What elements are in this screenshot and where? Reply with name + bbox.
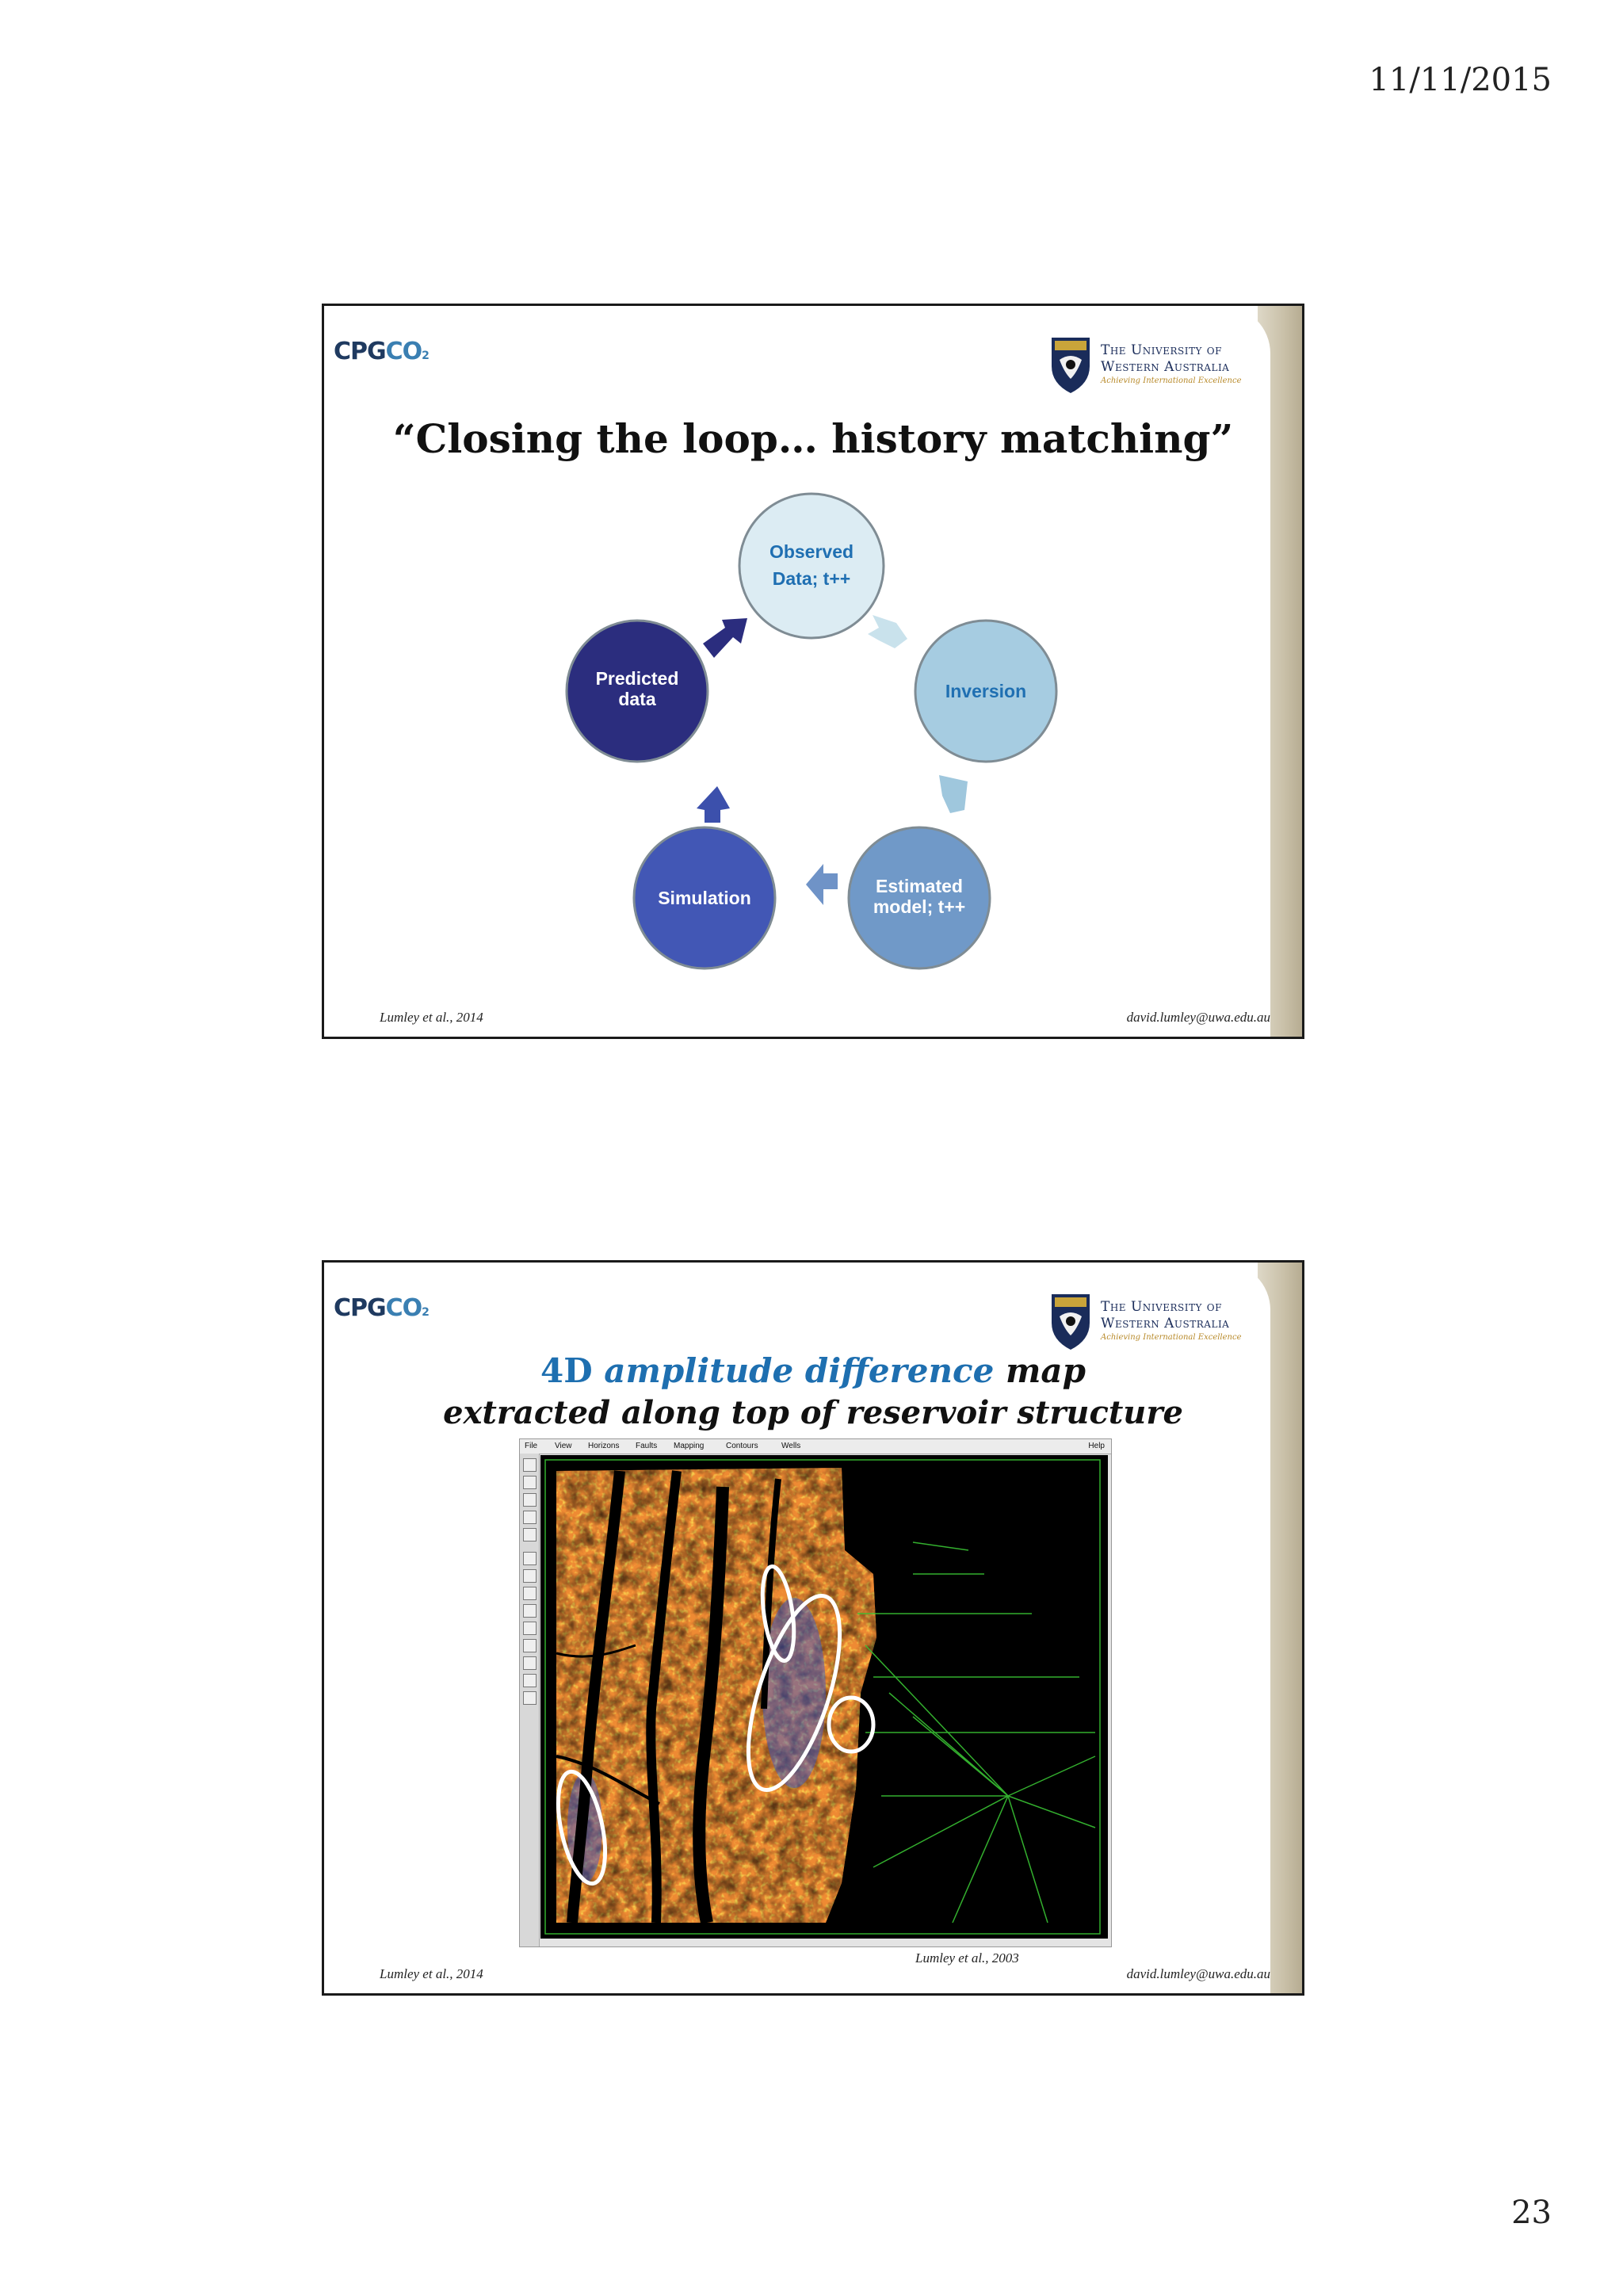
co2-subscript: 2 bbox=[422, 350, 430, 362]
node-estimated-label-1: Estimated bbox=[876, 876, 963, 896]
menu-horizons[interactable]: Horizons bbox=[588, 1442, 620, 1450]
menu-view[interactable]: View bbox=[555, 1442, 572, 1450]
page-date: 11/11/2015 bbox=[1369, 62, 1552, 98]
uwa-name-line2: Western Australia bbox=[1101, 359, 1230, 375]
slide2-email: david.lumley@uwa.edu.au bbox=[1126, 1966, 1270, 1981]
arrow-predicted-to-observed bbox=[703, 618, 747, 658]
cpg-logo-text: CPG bbox=[334, 1294, 386, 1322]
tool-pencil-icon[interactable] bbox=[523, 1674, 537, 1687]
title-highlight: amplitude difference bbox=[604, 1351, 995, 1390]
node-observed-label-1: Observed bbox=[769, 541, 854, 562]
tool-wells-icon[interactable] bbox=[523, 1604, 537, 1618]
arrow-inversion-to-estimated bbox=[939, 775, 968, 813]
cpg-logo-text: CPG bbox=[334, 338, 386, 365]
app-toolbar bbox=[520, 1454, 540, 1946]
co2-subscript: 2 bbox=[422, 1306, 430, 1319]
uwa-crest-icon bbox=[1048, 1291, 1093, 1351]
image-credit: Lumley et al., 2003 bbox=[915, 1950, 1019, 1966]
slide-title: “Closing the loop… history matching” bbox=[392, 415, 1234, 462]
menu-contours[interactable]: Contours bbox=[726, 1442, 758, 1450]
arrow-estimated-to-simulation bbox=[806, 864, 838, 905]
node-observed-label-2: Data; t++ bbox=[772, 568, 851, 589]
menu-wells[interactable]: Wells bbox=[781, 1442, 801, 1450]
node-predicted-label-1: Predicted bbox=[595, 668, 679, 689]
tool-cancel-icon[interactable] bbox=[523, 1528, 537, 1541]
tool-print-icon[interactable] bbox=[523, 1691, 537, 1705]
seismic-map-image bbox=[540, 1455, 1108, 1939]
history-matching-cycle-diagram bbox=[324, 306, 1304, 1039]
node-simulation-label: Simulation bbox=[658, 888, 751, 908]
arrow-simulation-to-predicted bbox=[697, 786, 730, 823]
uwa-motto: Achieving International Excellence bbox=[1101, 376, 1242, 385]
tool-fault-icon[interactable] bbox=[523, 1639, 537, 1652]
tool-measure-icon[interactable] bbox=[523, 1656, 537, 1670]
menu-help[interactable]: Help bbox=[1088, 1442, 1105, 1450]
seismic-app-window bbox=[519, 1438, 1112, 1947]
tool-select-icon[interactable] bbox=[523, 1511, 537, 1524]
slide-history-matching bbox=[322, 304, 1304, 1039]
node-observed-circle bbox=[739, 494, 884, 638]
tool-contour-icon[interactable] bbox=[523, 1622, 537, 1635]
tool-color-icon[interactable] bbox=[523, 1552, 537, 1565]
slide-4d-amplitude-map bbox=[322, 1260, 1304, 1996]
slide1-citation: Lumley et al., 2014 bbox=[380, 1010, 483, 1025]
uwa-motto: Achieving International Excellence bbox=[1101, 1333, 1242, 1342]
slide2-title-line1 bbox=[324, 1351, 1302, 1390]
title-map: map bbox=[994, 1351, 1086, 1390]
tool-layers-icon[interactable] bbox=[523, 1587, 537, 1600]
slide2-title-line2: extracted along top of reservoir structure bbox=[443, 1394, 1183, 1431]
menu-file[interactable]: File bbox=[525, 1442, 538, 1450]
node-predicted-label-2: data bbox=[618, 689, 656, 709]
app-menubar bbox=[520, 1439, 1111, 1454]
node-inversion-label: Inversion bbox=[945, 681, 1027, 701]
arrow-observed-to-inversion bbox=[868, 615, 907, 648]
tool-zoom-icon[interactable] bbox=[523, 1458, 537, 1472]
amplitude-difference-map bbox=[540, 1455, 1108, 1939]
menu-faults[interactable]: Faults bbox=[636, 1442, 658, 1450]
slide2-citation: Lumley et al., 2014 bbox=[380, 1966, 483, 1981]
node-estimated-label-2: model; t++ bbox=[873, 896, 966, 917]
menu-mapping[interactable]: Mapping bbox=[674, 1442, 705, 1450]
tool-pan-icon[interactable] bbox=[523, 1493, 537, 1507]
page-number: 23 bbox=[1511, 2195, 1552, 2231]
cpgco2-logo bbox=[334, 1294, 468, 1321]
uwa-logo bbox=[1048, 1291, 1278, 1354]
tool-search-icon[interactable] bbox=[523, 1476, 537, 1489]
co-logo-text: CO bbox=[385, 338, 422, 365]
uwa-name-line1: The University of bbox=[1101, 1299, 1222, 1315]
slide1-email: david.lumley@uwa.edu.au bbox=[1126, 1010, 1270, 1025]
tool-grid-icon[interactable] bbox=[523, 1569, 537, 1583]
uwa-name-line1: The University of bbox=[1101, 342, 1222, 358]
uwa-name-line2: Western Australia bbox=[1101, 1316, 1230, 1331]
title-4d: 4D bbox=[540, 1351, 593, 1390]
co-logo-text: CO bbox=[385, 1294, 422, 1322]
